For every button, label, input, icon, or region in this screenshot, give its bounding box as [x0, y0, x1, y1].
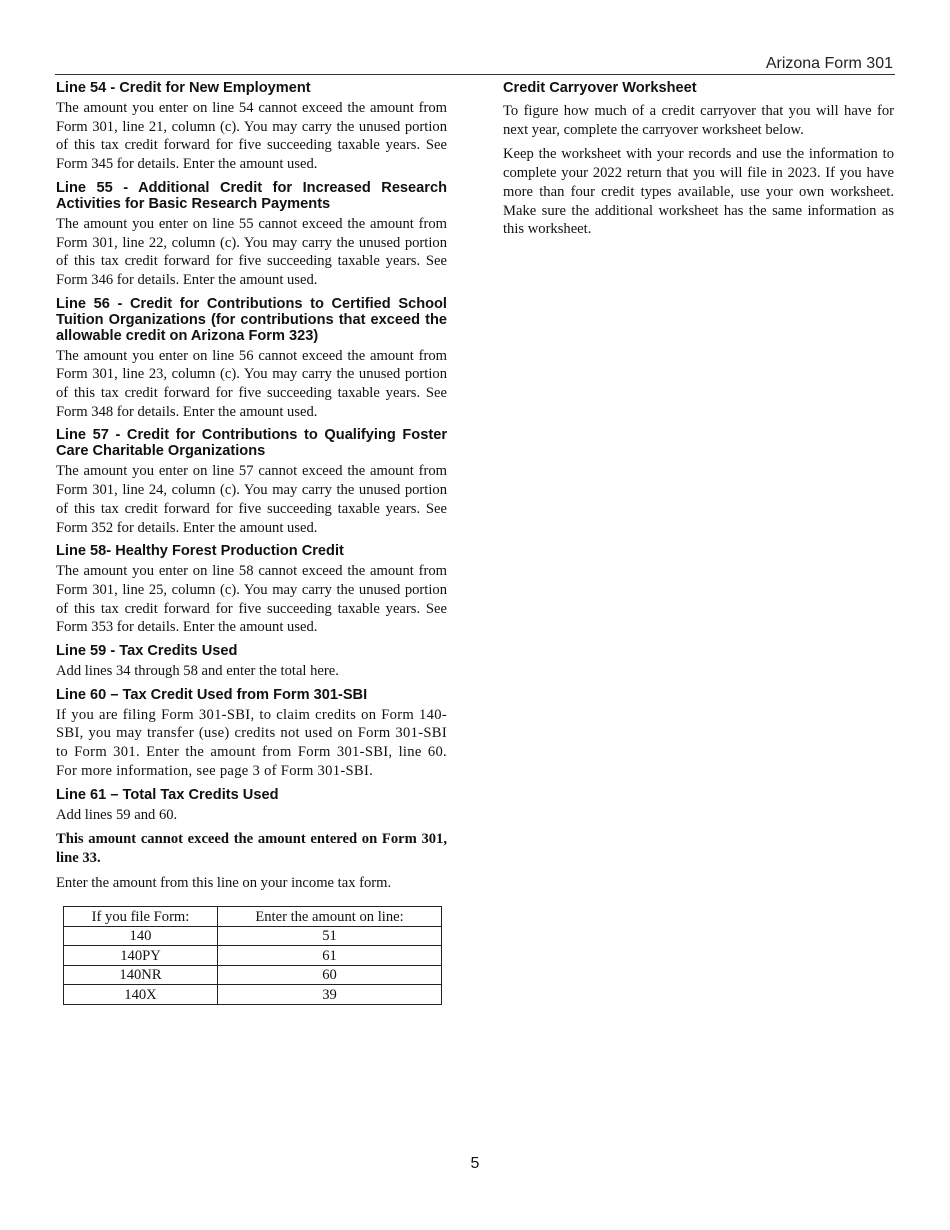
- section-heading: Line 60 – Tax Credit Used from Form 301-SBI: [56, 686, 368, 703]
- section-text: If you are filing Form 301-SBI, to claim credits on Form 140-SBI, you may transfer (use) credits not used on Form 301-SBI to Form 301. Enter the amount from Form 301-SBI, line 60. For more information, see page 3 of Form 301-SBI.: [56, 706, 447, 779]
- section-line-58: [56, 543, 447, 637]
- section-text: The amount you enter on line 58 cannot exceed the amount from Form 301, line 25, column (c). You may carry the unused portion of this tax credit forward for five succeeding taxable years. See Form 353 for details. Enter the amount used.: [56, 563, 447, 636]
- right-column: [503, 80, 894, 245]
- table-header-cell: If you file Form:: [64, 907, 218, 927]
- section-heading: Line 55 - Additional Credit for Increased Research Activities for Basic Research Payments: [56, 179, 447, 212]
- section-line-60: [56, 687, 447, 781]
- section-text: Add lines 34 through 58 and enter the total here.: [56, 663, 339, 680]
- worksheet-heading: Credit Carryover Worksheet: [503, 80, 697, 96]
- section-text: The amount you enter on line 54 cannot exceed the amount from Form 301, line 21, column (c). You may carry the unused portion of this tax credit forward for five succeeding taxable years. See Form 345 for details. Enter the amount used.: [56, 100, 447, 173]
- table-cell: 140: [64, 926, 218, 946]
- table-row: [64, 965, 442, 985]
- left-column: [56, 80, 447, 1005]
- header-divider: [55, 74, 895, 75]
- section-line-56: [56, 296, 447, 422]
- section-text: The amount you enter on line 56 cannot exceed the amount from Form 301, line 23, column (c). You may carry the unused portion of this tax credit forward for five succeeding taxable years. See Form 348 for details. Enter the amount used.: [56, 347, 447, 420]
- section-line-61: [56, 787, 447, 893]
- table-row: [64, 985, 442, 1005]
- table-cell: 39: [218, 985, 442, 1005]
- worksheet-paragraph: Keep the worksheet with your records and use the information to complete your 2022 return that you will file in 2023. If you have more than four credit types available, use your own worksheet. Make sure the additional worksheet has the same information as this worksheet.: [503, 146, 894, 238]
- section-line-54: [56, 80, 447, 174]
- table-cell: 140NR: [64, 965, 218, 985]
- worksheet-paragraph: To figure how much of a credit carryover that you will have for next year, complete the carryover worksheet below.: [503, 103, 894, 138]
- table-header-cell: Enter the amount on line:: [218, 907, 442, 927]
- table-cell: 140PY: [64, 946, 218, 966]
- section-heading: Line 57 - Credit for Contributions to Qualifying Foster Care Charitable Organizations: [56, 427, 447, 460]
- form-title: Arizona Form 301: [765, 55, 893, 72]
- section-line-55: [56, 180, 447, 290]
- section-text: The amount you enter on line 55 cannot exceed the amount from Form 301, line 22, column (c). You may carry the unused portion of this tax credit forward for five succeeding taxable years. See Form 346 for details. Enter the amount used.: [56, 215, 447, 288]
- table-header-row: [64, 907, 442, 927]
- table-cell: 140X: [64, 985, 218, 1005]
- section-text: Add lines 59 and 60.: [56, 806, 178, 823]
- section-heading: Line 61 – Total Tax Credits Used: [56, 786, 279, 803]
- table-cell: 61: [218, 946, 442, 966]
- section-text: The amount you enter on line 57 cannot exceed the amount from Form 301, line 24, column (c). You may carry the unused portion of this tax credit forward for five succeeding taxable years. See Form 352 for details. Enter the amount used.: [56, 463, 447, 536]
- section-line-57: [56, 427, 447, 537]
- table-row: [64, 926, 442, 946]
- section-heading: Line 58- Healthy Forest Production Credit: [56, 543, 344, 560]
- section-heading: Line 54 - Credit for New Employment: [56, 80, 311, 96]
- line-61-instruction: Enter the amount from this line on your income tax form.: [56, 874, 392, 891]
- line-61-limit-note: This amount cannot exceed the amount entered on Form 301, line 33.: [56, 831, 447, 866]
- table-cell: 60: [218, 965, 442, 985]
- section-heading: Line 59 - Tax Credits Used: [56, 643, 238, 660]
- page-number: 5: [470, 1155, 480, 1172]
- section-heading: Line 56 - Credit for Contributions to Certified School Tuition Organizations (for contributions that exceed the allowable credit on Arizona Form 323): [56, 295, 447, 344]
- form-line-table: [63, 906, 442, 1005]
- section-line-59: [56, 643, 447, 681]
- table-cell: 51: [218, 926, 442, 946]
- table-row: [64, 946, 442, 966]
